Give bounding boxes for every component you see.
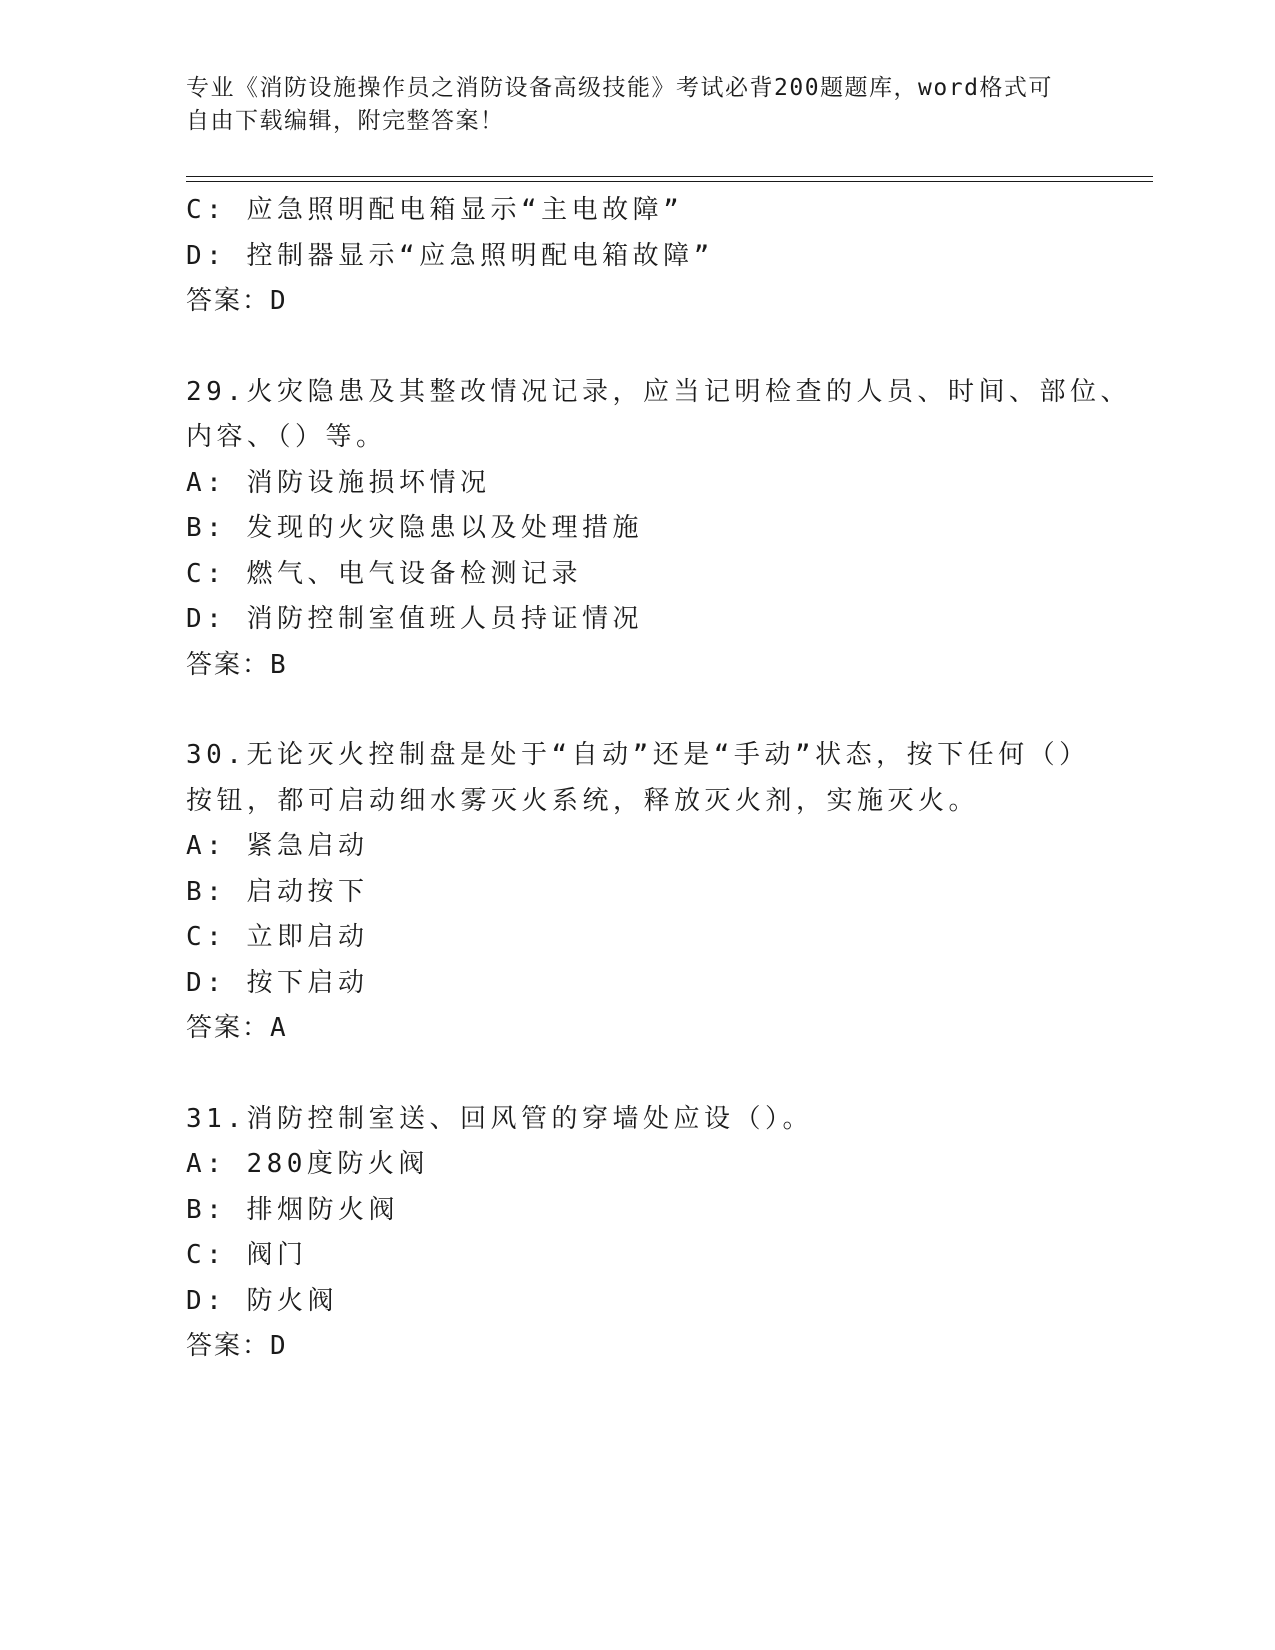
option-d: D: 消防控制室值班人员持证情况 — [186, 604, 643, 634]
question-30 — [186, 733, 1090, 1052]
question-list — [186, 188, 1131, 1370]
option-d: D: 按下启动 — [186, 967, 369, 998]
header-line-2: 自由下载编辑，附完整答案！ — [186, 108, 505, 134]
header-line-1: 专业《消防设施操作员之消防设备高级技能》考试必背200题题库，word格式可 — [186, 75, 1053, 101]
answer-line: 答案：D — [186, 1331, 288, 1361]
option-a: A: 紧急启动 — [186, 831, 369, 861]
option-a: A: 消防设施损坏情况 — [186, 467, 491, 498]
question-stem-line: 30.无论灭火控制盘是处于“自动”还是“手动”状态，按下任何（） — [186, 740, 1090, 770]
option-c: C: 燃气、电气设备检测记录 — [186, 558, 582, 589]
option-c: C: 应急照明配电箱显示“主电故障” — [186, 195, 684, 225]
answer-line: 答案：B — [186, 649, 288, 680]
page-header — [186, 72, 1086, 138]
question-stem-line: 29.火灾隐患及其整改情况记录，应当记明检查的人员、时间、部位、 — [186, 376, 1131, 407]
option-d: D: 控制器显示“应急照明配电箱故障” — [186, 240, 714, 271]
answer-line: 答案：A — [186, 1013, 288, 1043]
option-b: B: 发现的火灾隐患以及处理措施 — [186, 513, 643, 543]
option-c: C: 立即启动 — [186, 922, 369, 952]
question-31 — [186, 1097, 1086, 1370]
header-divider-bottom — [186, 181, 1153, 182]
question-stem-line: 按钮，都可启动细水雾灭火系统，释放灭火剂，实施灭火。 — [186, 785, 980, 816]
option-a: A: 280度防火阀 — [186, 1149, 429, 1179]
option-c: C: 阀门 — [186, 1240, 308, 1270]
answer-line: 答案：D — [186, 286, 288, 316]
question-stem-line: 内容、（）等。 — [186, 422, 387, 452]
question-stem-line: 31.消防控制室送、回风管的穿墙处应设（）。 — [186, 1103, 813, 1134]
question-fragment — [186, 188, 1086, 325]
header-divider-top — [186, 176, 1153, 177]
option-b: B: 排烟防火阀 — [186, 1194, 399, 1225]
option-d: D: 防火阀 — [186, 1285, 338, 1316]
option-b: B: 启动按下 — [186, 876, 369, 907]
question-29 — [186, 370, 1131, 689]
